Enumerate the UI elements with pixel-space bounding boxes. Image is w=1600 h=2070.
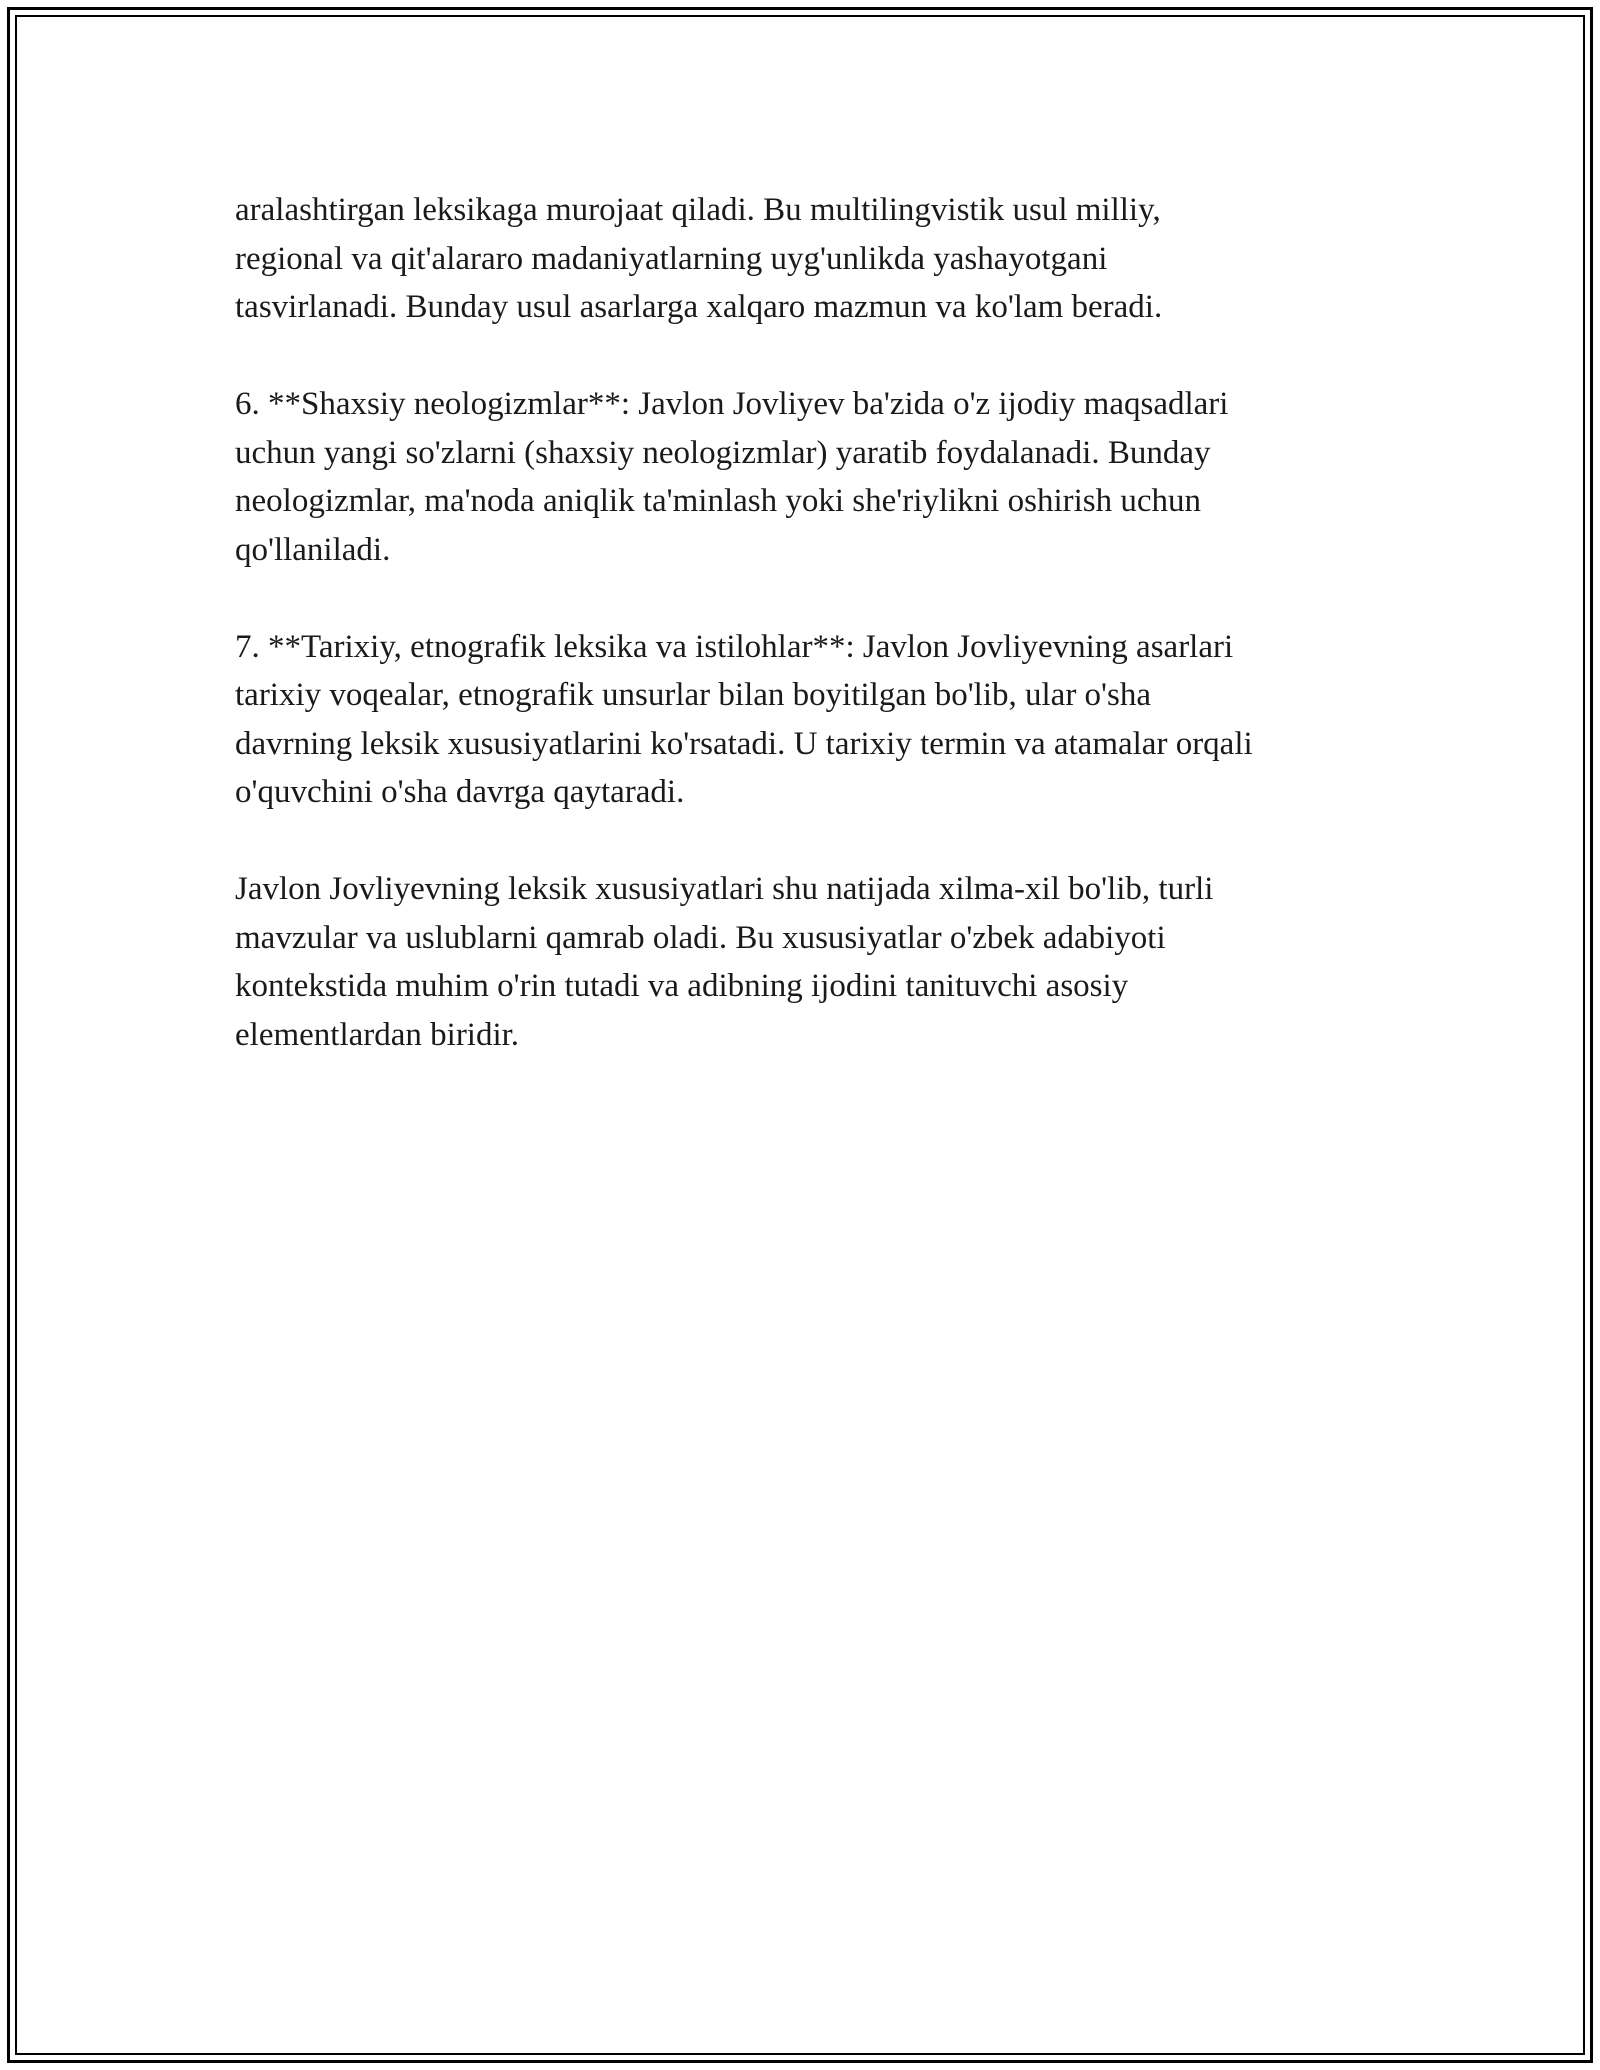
- document-body: [235, 186, 1375, 1108]
- paragraph-conclusion: Javlon Jovliyevning leksik xususiyatlari shu natijada xilma-xil bo'lib, turli mavzular va uslublarni qamrab oladi. Bu xususiyatlar o'zbek adabiyoti kontekstida muhim o'rin tutadi va adibning ijodini tanituvchi asosiy elementlardan biridir.: [235, 871, 1214, 1053]
- paragraph-personal-neologisms: 6. **Shaxsiy neologizmlar**: Javlon Jovliyev ba'zida o'z ijodiy maqsadlari uchun yangi so'zlarni (shaxsiy neologizmlar) yaratib foydalanadi. Bunday neologizmlar, ma'noda aniqlik ta'minlash yoki she'riylikni oshirish uchun qo'llaniladi.: [235, 386, 1229, 568]
- paragraph-multilingual: aralashtirgan leksikaga murojaat qiladi. Bu multilingvistik usul milliy, regional va qit'alararo madaniyatlarning uyg'unlikda yashayotgani tasvirlanadi. Bunday usul asarlarga xalqaro mazmun va ko'lam beradi.: [235, 192, 1163, 325]
- paragraph-historical-lexicon: 7. **Tarixiy, etnografik leksika va istilohlar**: Javlon Jovliyevning asarlari tarixiy voqealar, etnografik unsurlar bilan boyitilgan bo'lib, ular o'sha davrning leksik xususiyatlarini ko'rsatadi. U tarixiy termin va atamalar orqali o'quvchini o'sha davrga qaytaradi.: [235, 628, 1253, 810]
